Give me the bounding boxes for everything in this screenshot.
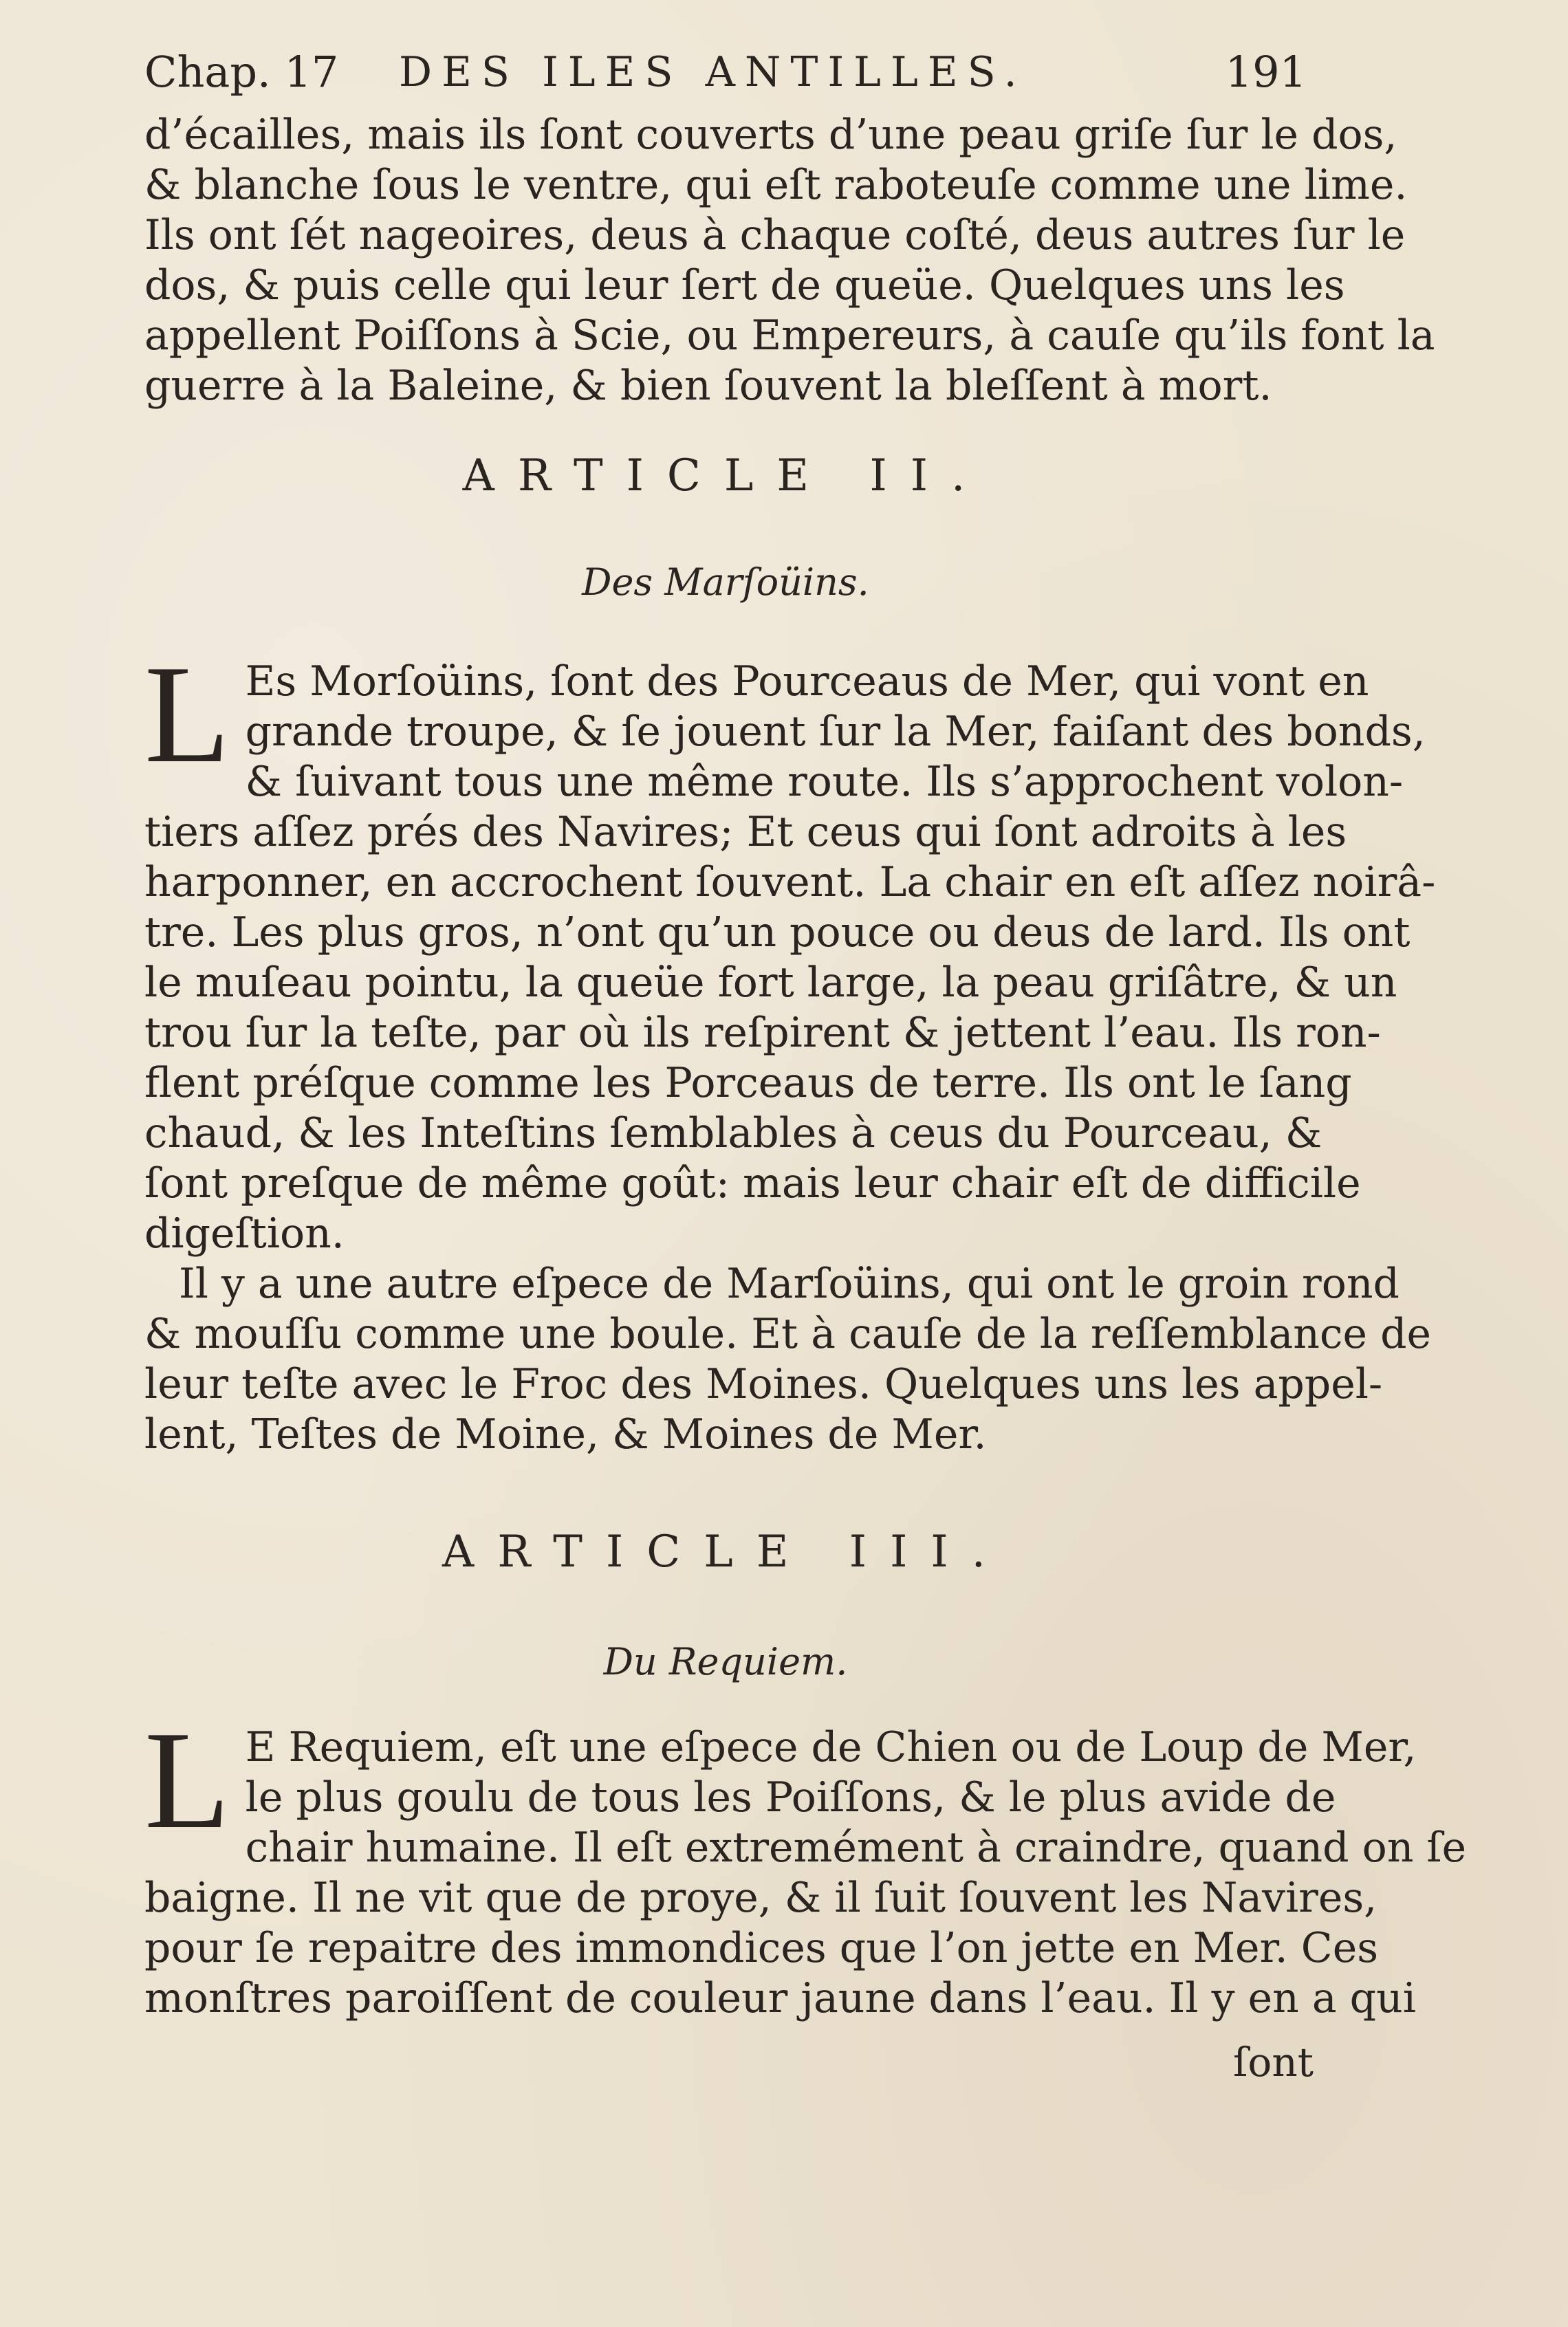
text-line: flent préſque comme les Porceaus de terre. Ils ont le ſang	[144, 1059, 1352, 1107]
text-line: & ſuivant tous une même route. Ils s’approchent volon-	[245, 758, 1404, 806]
article-2-subtitle: Des Marſoüins.	[582, 560, 869, 604]
text-line: E Requiem, eſt une eſpece de Chien ou de Loup de Mer,	[245, 1723, 1417, 1771]
text-line: dos, & puis celle qui leur ſert de queüe. Quelques uns les	[144, 261, 1345, 309]
text-line: lent, Teſtes de Moine, & Moines de Mer.	[144, 1410, 987, 1459]
text-line: tre. Les plus gros, n’ont qu’un pouce ou deus de lard. Ils ont	[144, 908, 1411, 957]
text-line: monſtres paroiſſent de couleur jaune dans l’eau. Il y en a qui	[144, 1974, 1416, 2022]
text-line: harponner, en accrochent ſouvent. La chair en eſt aſſez noirâ-	[144, 858, 1436, 906]
text-line: Ils ont ſét nageoires, deus à chaque coſté, deus autres ſur le	[144, 211, 1406, 259]
article-2-body	[144, 637, 1436, 1460]
text-line: d’écailles, mais ils ſont couverts d’une peau griſe ſur le dos,	[144, 111, 1397, 159]
text-line: tiers aſſez prés des Navires; Et ceus qui ſont adroits à les	[144, 808, 1347, 856]
text-line: & blanche ſous le ventre, qui eſt raboteuſe comme une lime.	[144, 161, 1408, 209]
text-line: chaud, & les Inteſtins ſemblables à ceus du Pourceau, &	[144, 1109, 1322, 1157]
text-line: & mouſſu comme une boule. Et à cauſe de la reſſemblance de	[144, 1310, 1432, 1358]
text-line: Es Morſoüins, ſont des Pourceaus de Mer, qui vont en	[245, 657, 1369, 706]
article-3-subtitle: Du Requiem.	[603, 1640, 848, 1683]
running-title: DES ILES ANTILLES.	[399, 48, 1027, 96]
chapter-label: Chap. 17	[144, 47, 339, 97]
text-line: appellent Poiſſons à Scie, ou Empereurs, à cauſe qu’ils font la	[144, 312, 1435, 360]
text-line: leur teſte avec le Froc des Moines. Quelques uns les appel-	[144, 1360, 1383, 1408]
drop-cap: L	[144, 1703, 230, 1858]
text-line: ſont preſque de même goût: mais leur chair eſt de difficile	[144, 1159, 1361, 1208]
text-line: baigne. Il ne vit que de proye, & il ſuit ſouvent les Navires,	[144, 1874, 1378, 1922]
running-header	[144, 34, 1307, 110]
section-1-text	[144, 110, 1435, 411]
text-line: pour ſe repaitre des immondices que l’on jette en Mer. Ces	[144, 1924, 1378, 1972]
text-line: guerre à la Baleine, & bien ſouvent la bleſſent à mort.	[144, 362, 1272, 410]
article-3-body	[144, 1703, 1467, 2024]
text-line: trou ſur la teſte, par où ils reſpirent & jettent l’eau. Ils ron-	[144, 1009, 1381, 1057]
article-3-heading: ARTICLE III.	[442, 1527, 1009, 1577]
text-line: digeſtion.	[144, 1210, 345, 1258]
text-line: le muſeau pointu, la queüe fort large, la peau griſâtre, & un	[144, 959, 1397, 1007]
drop-cap: L	[144, 637, 230, 792]
text-line: grande troupe, & ſe jouent ſur la Mer, faiſant des bonds,	[245, 708, 1426, 756]
text-line: Il y a une autre eſpece de Marſoüins, qui ont le groin rond	[179, 1260, 1400, 1308]
text-line: chair humaine. Il eſt extremément à craindre, quand on ſe	[245, 1824, 1467, 1872]
catchword: ſont	[1232, 2039, 1314, 2086]
page-number: 191	[1225, 47, 1307, 97]
article-2-heading: ARTICLE II.	[462, 450, 989, 501]
text-line: le plus goulu de tous les Poiſſons, & le plus avide de	[245, 1773, 1336, 1822]
